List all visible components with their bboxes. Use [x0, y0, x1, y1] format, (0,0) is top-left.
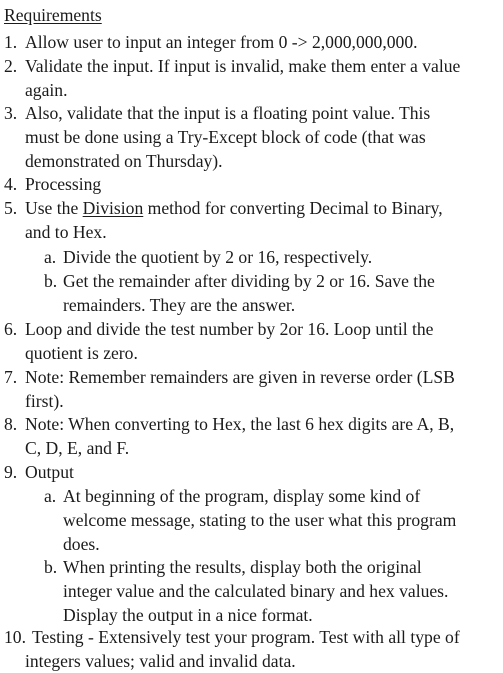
list-item-text: When printing the results, display both the original: [63, 557, 422, 577]
list-item-text: At beginning of the program, display some kind of: [63, 486, 421, 506]
list-number: 10.: [4, 627, 26, 647]
list-item-text: Output: [25, 462, 74, 482]
list-number: 7.: [4, 367, 18, 387]
list-item-text: integers values; valid and invalid data.: [25, 651, 296, 671]
list-item-text: welcome message, stating to the user what this program: [63, 510, 457, 530]
list-item-text: integer value and the calculated binary and hex values.: [63, 581, 449, 601]
list-item-text: C, D, E, and F.: [25, 438, 130, 458]
list-item-text: remainders. They are the answer.: [63, 295, 296, 315]
list-item-text: must be done using a Try-Except block of code (that was: [25, 127, 426, 147]
list-item-text: Allow user to input an integer from 0 -> 2,000,000,000.: [25, 32, 418, 52]
list-item-text: [25, 197, 443, 220]
list-number: 9.: [4, 462, 18, 482]
list-item-text: Note: When converting to Hex, the last 6 hex digits are A, B,: [25, 414, 455, 434]
list-item-text: Get the remainder after dividing by 2 or 16. Save the: [63, 271, 435, 291]
list-item-text: Validate the input. If input is invalid, make them enter a value: [25, 56, 461, 76]
list-item-text: Loop and divide the test number by 2or 16. Loop until the: [25, 319, 434, 339]
list-item-text: does.: [63, 534, 100, 554]
list-letter: b.: [44, 557, 58, 577]
list-item-text-pre: Use the: [25, 198, 83, 218]
list-item-text: Note: Remember remainders are given in reverse order (LSB: [25, 367, 455, 387]
list-item-text: and to Hex.: [25, 222, 107, 242]
list-item-text: Display the output in a nice format.: [63, 605, 313, 625]
list-letter: a.: [44, 486, 57, 506]
list-item-text: Testing - Extensively test your program. Test with all type of: [32, 627, 460, 647]
list-item-text: Divide the quotient by 2 or 16, respectively.: [63, 247, 373, 267]
list-number: 3.: [4, 103, 18, 123]
list-item-text-post: method for converting Decimal to Binary,: [143, 198, 443, 218]
list-number: 8.: [4, 414, 18, 434]
list-number: 6.: [4, 319, 18, 339]
list-item-text: first).: [25, 391, 64, 411]
list-item-text: Processing: [25, 174, 102, 194]
list-number: 4.: [4, 174, 18, 194]
document-heading: Requirements: [4, 5, 102, 25]
list-letter: b.: [44, 271, 58, 291]
list-item-text: Also, validate that the input is a floating point value. This: [25, 103, 431, 123]
list-letter: a.: [44, 247, 57, 267]
list-number: 1.: [4, 32, 18, 52]
division-underlined-term: Division: [82, 198, 144, 218]
list-item-text: again.: [25, 80, 68, 100]
list-number: 5.: [4, 198, 18, 218]
list-item-text: demonstrated on Thursday).: [25, 151, 223, 171]
list-item-text: quotient is zero.: [25, 343, 138, 363]
list-number: 2.: [4, 56, 18, 76]
